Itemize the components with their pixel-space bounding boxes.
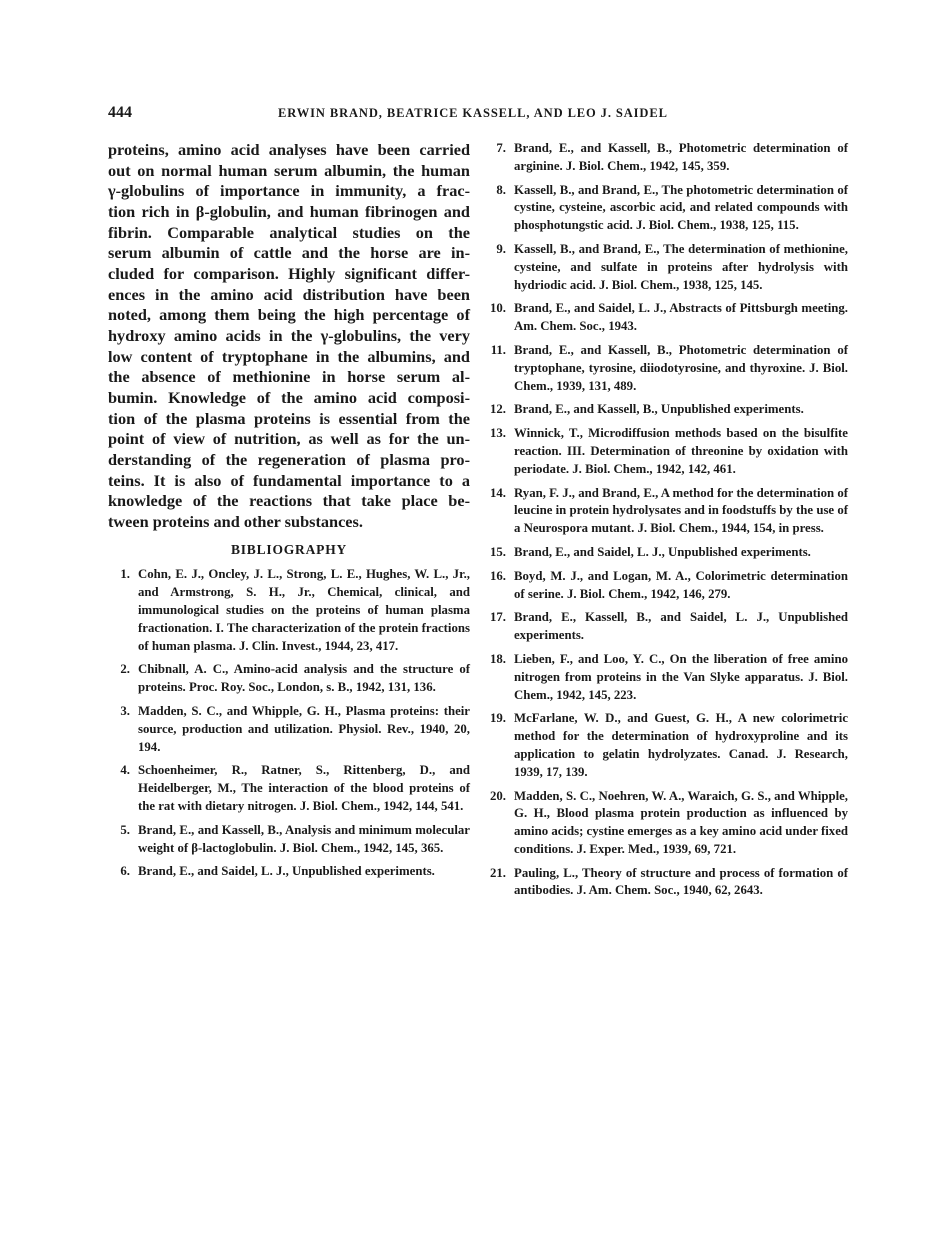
reference-item xyxy=(484,241,848,294)
reference-number: 15. xyxy=(490,544,506,559)
reference-text: Boyd, M. J., and Logan, M. A., Colorimetric determination of serine. J. Biol. Chem., 1942, 146, 279. xyxy=(514,568,848,601)
paragraph-line: derstanding of the regeneration of plasma pro- xyxy=(108,449,470,469)
reference-item xyxy=(484,788,848,859)
right-column xyxy=(484,140,848,906)
paragraph-line: low content of tryptophane in the albumins, and xyxy=(108,346,470,366)
paragraph-line: teins. It is also of fundamental importance to a xyxy=(108,470,470,490)
page-number: 444 xyxy=(108,104,132,121)
reference-text: Ryan, F. J., and Brand, E., A method for the determination of leucine in protein hydrolysates and in foodstuffs by the use of a Neurospora mutant. J. Biol. Chem., 1944, 154, in press. xyxy=(514,485,848,536)
reference-item xyxy=(484,651,848,704)
reference-number: 20. xyxy=(490,788,506,803)
reference-item xyxy=(108,762,470,815)
reference-item xyxy=(484,140,848,176)
paragraph-line: noted, among them being the high percentage of xyxy=(108,305,470,325)
reference-text: Cohn, E. J., Oncley, J. L., Strong, L. E., Hughes, W. L., Jr., and Armstrong, S. H., Jr., Chemical, clinical, and immunological studies on the proteins of human plasma fractionation. I. The characterization of the protein fractions of human plasma. J. Clin. Invest., 1944, 23, 417. xyxy=(138,567,470,653)
reference-text: Winnick, T., Microdiffusion methods based on the bisulfite reaction. III. Determination of threonine by oxidation with periodate. J. Biol. Chem., 1942, 142, 461. xyxy=(514,426,848,476)
reference-number: 9. xyxy=(496,241,506,256)
reference-item xyxy=(484,300,848,336)
reference-number: 3. xyxy=(120,704,130,719)
reference-text: Pauling, L., Theory of structure and process of formation of antibodies. J. Am. Chem. Soc., 1940, 62, 2643. xyxy=(514,865,848,898)
reference-number: 17. xyxy=(490,610,506,625)
bibliography-heading: BIBLIOGRAPHY xyxy=(230,542,348,558)
paragraph-line: hydroxy amino acids in the γ-globulins, the very xyxy=(108,325,470,345)
reference-number: 4. xyxy=(120,763,130,778)
paragraph-line: cluded for comparison. Highly significant differ- xyxy=(108,263,470,283)
paragraph-line: tween proteins and other substances. xyxy=(108,511,363,531)
reference-number: 13. xyxy=(490,426,506,441)
reference-text: Chibnall, A. C., Amino-acid analysis and the structure of proteins. Proc. Roy. Soc., London, s. B., 1942, 131, 136. xyxy=(138,662,470,695)
reference-text: Lieben, F., and Loo, Y. C., On the liberation of free amino nitrogen from proteins in the Van Slyke apparatus. J. Biol. Chem., 1942, 145, 223. xyxy=(514,651,848,702)
reference-text: Brand, E., and Saidel, L. J., Unpublished experiments. xyxy=(138,864,435,879)
reference-number: 16. xyxy=(490,568,506,583)
paragraph-line: tion rich in β-globulin, and human fibrinogen and xyxy=(108,201,470,221)
reference-item xyxy=(484,568,848,604)
reference-number: 5. xyxy=(120,822,130,837)
reference-item xyxy=(484,865,848,901)
paragraph-line: the absence of methionine in horse serum al- xyxy=(108,367,470,387)
reference-text: Kassell, B., and Brand, E., The determination of methionine, cysteine, and sulfate in proteins after hydrolysis with hydriodic acid. J. Biol. Chem., 1938, 125, 145. xyxy=(514,241,848,292)
reference-item xyxy=(484,342,848,395)
reference-number: 10. xyxy=(490,301,506,316)
reference-number: 21. xyxy=(490,865,506,880)
reference-item xyxy=(484,425,848,478)
reference-list-left xyxy=(108,566,470,881)
reference-number: 7. xyxy=(496,141,506,155)
paragraph-line: fibrin. Comparable analytical studies on the xyxy=(108,222,470,242)
reference-number: 8. xyxy=(496,182,506,197)
paragraph-line: knowledge of the reactions that take place be- xyxy=(108,491,470,511)
summary-paragraph xyxy=(108,140,470,532)
paragraph-line: ences in the amino acid distribution have been xyxy=(108,284,470,304)
running-head-authors: ERWIN BRAND, BEATRICE KASSELL, AND LEO J. SAIDEL xyxy=(278,106,668,120)
paragraph-line: bumin. Knowledge of the amino acid composi- xyxy=(108,387,470,407)
reference-item xyxy=(108,566,470,655)
reference-item xyxy=(108,661,470,697)
paragraph-line: out on normal human serum albumin, the human xyxy=(108,160,470,180)
reference-text: Madden, S. C., Noehren, W. A., Waraich, G. S., and Whipple, G. H., Blood plasma protein production as influenced by amino acids; cystine emerges as a key amino acid under fixed conditions. J. Exper. Med., 1939, 69, 721. xyxy=(514,788,848,856)
reference-number: 12. xyxy=(490,402,506,417)
paragraph-line: serum albumin of cattle and the horse are in- xyxy=(108,243,470,263)
reference-text: Kassell, B., and Brand, E., The photometric determination of cystine, cysteine, ascorbic acid, and related compounds with phosphotungstic acid. J. Biol. Chem., 1938, 125, 115. xyxy=(514,182,848,233)
reference-item xyxy=(108,822,470,858)
reference-text: Brand, E., and Saidel, L. J., Abstracts of Pittsburgh meeting. Am. Chem. Soc., 1943. xyxy=(514,301,848,334)
reference-text: Brand, E., and Kassell, B., Analysis and minimum molecular weight of β-lactoglobulin. J. Biol. Chem., 1942, 145, 365. xyxy=(138,822,470,855)
reference-list-right xyxy=(484,140,848,900)
paragraph-line: proteins, amino acid analyses have been carried xyxy=(108,140,470,159)
reference-item xyxy=(108,703,470,756)
paragraph-line: point of view of nutrition, as well as for the un- xyxy=(108,429,470,449)
reference-item xyxy=(484,182,848,235)
paragraph-line: tion of the plasma proteins is essential from the xyxy=(108,408,470,428)
reference-number: 6. xyxy=(120,864,130,879)
reference-item xyxy=(484,401,848,419)
reference-text: Madden, S. C., and Whipple, G. H., Plasma proteins: their source, production and utilization. Physiol. Rev., 1940, 20, 194. xyxy=(138,704,470,754)
reference-item xyxy=(484,710,848,781)
reference-number: 2. xyxy=(120,662,130,677)
reference-item xyxy=(484,485,848,538)
reference-item xyxy=(108,863,470,881)
reference-text: McFarlane, W. D., and Guest, G. H., A new colorimetric method for the determination of hydroxyproline and its application to gelatin hydrolyzates. Canad. J. Research, 1939, 17, 139. xyxy=(514,711,848,779)
reference-number: 14. xyxy=(490,485,506,500)
paragraph-line: γ-globulins of importance in immunity, a frac- xyxy=(108,181,470,201)
reference-text: Brand, E., and Saidel, L. J., Unpublished experiments. xyxy=(514,544,811,559)
left-column xyxy=(108,140,470,887)
reference-item xyxy=(484,544,848,562)
reference-number: 11. xyxy=(490,342,506,357)
reference-item xyxy=(484,609,848,645)
reference-number: 18. xyxy=(490,651,506,666)
reference-number: 19. xyxy=(490,711,506,726)
reference-text: Brand, E., and Kassell, B., Photometric determination of tryptophane, tyrosine, diiodotyrosine, and thyroxine. J. Biol. Chem., 1939, 131, 489. xyxy=(514,342,848,393)
page-header xyxy=(108,104,853,124)
reference-text: Brand, E., Kassell, B., and Saidel, L. J., Unpublished experiments. xyxy=(514,610,848,643)
reference-text: Brand, E., and Kassell, B., Unpublished experiments. xyxy=(514,402,804,417)
reference-text: Brand, E., and Kassell, B., Photometric determination of arginine. J. Biol. Chem., 1942, 145, 359. xyxy=(514,141,848,173)
reference-text: Schoenheimer, R., Ratner, S., Rittenberg, D., and Heidelberger, M., The interaction of the blood proteins of the rat with dietary nitrogen. J. Biol. Chem., 1942, 144, 541. xyxy=(138,763,470,814)
reference-number: 1. xyxy=(120,567,130,582)
